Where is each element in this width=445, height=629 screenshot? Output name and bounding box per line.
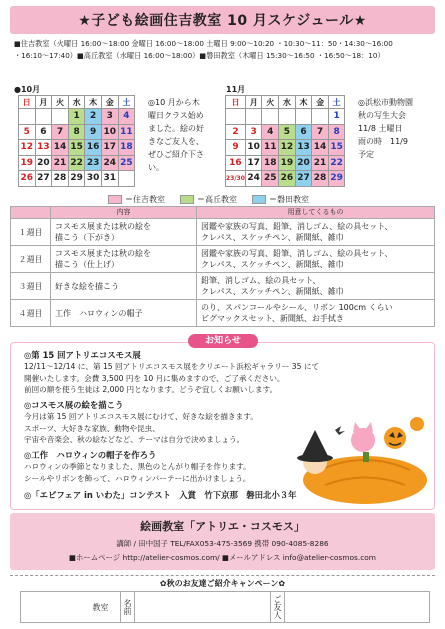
calendar-day: 3 bbox=[245, 124, 262, 140]
calendar-day: 13 bbox=[295, 140, 312, 156]
calendar-day: 10 bbox=[101, 124, 118, 140]
content-line: 描こう（仕上げ） bbox=[55, 260, 119, 269]
items-line: 鉛筆、消しゴム、絵の具セット、 bbox=[201, 276, 321, 285]
day-header: 木 bbox=[85, 96, 102, 109]
cut-line bbox=[10, 575, 435, 576]
news-title: ◎工作 ハロウィンの帽子を作ろう bbox=[24, 450, 157, 460]
table-row bbox=[11, 219, 435, 246]
legend-swatch bbox=[180, 195, 194, 204]
table-header: 内容 bbox=[51, 207, 197, 219]
calendar-day: 19 bbox=[279, 155, 296, 171]
calendar-day bbox=[312, 109, 329, 125]
week-label: ３週目 bbox=[11, 273, 51, 300]
day-header: 火 bbox=[262, 96, 279, 109]
calendar-day: 16 bbox=[226, 155, 246, 171]
items-cell bbox=[197, 246, 435, 273]
calendar-day: 21 bbox=[52, 155, 69, 171]
calendar-day: 9 bbox=[85, 124, 102, 140]
content-cell bbox=[51, 300, 197, 327]
table-row bbox=[11, 300, 435, 327]
calendar-day: 14 bbox=[52, 140, 69, 156]
note-line: ◎浜松市動物園 bbox=[358, 98, 413, 107]
legend-label: ＝高丘教室 bbox=[197, 195, 237, 204]
schedule-line-2: ・16:10～17:40）■高丘教室（水曜日 16:00～18:00）■磐田教室（木曜日 15:30～16:50 ・16:50～18：10） bbox=[14, 50, 385, 60]
calendar-day: 27 bbox=[35, 171, 52, 187]
note-line: 曜日クラス始め bbox=[148, 111, 204, 120]
calendar-day: 4 bbox=[262, 124, 279, 140]
name-label: 名前 bbox=[121, 592, 135, 622]
calendar-day: 27 bbox=[295, 171, 312, 187]
content-cell bbox=[51, 246, 197, 273]
oct-calendar-title: ●10月 bbox=[14, 85, 41, 94]
day-header: 月 bbox=[35, 96, 52, 109]
calendar-day: 20 bbox=[295, 155, 312, 171]
day-header: 土 bbox=[118, 96, 135, 109]
nov-calendar bbox=[225, 95, 345, 187]
note-line: きなご友人を、 bbox=[148, 137, 204, 146]
content-cell bbox=[51, 273, 197, 300]
calendar-day: 5 bbox=[19, 124, 36, 140]
legend-label: ＝住吉教室 bbox=[125, 195, 165, 204]
legend-swatch bbox=[252, 195, 266, 204]
note-line: い。 bbox=[148, 163, 164, 172]
calendar-day: 15 bbox=[68, 140, 85, 156]
content-line: 好きな絵を描こう bbox=[55, 281, 119, 291]
news-line: シールやリボンを飾って、ハロウィンパーテーに出かけましょう。 bbox=[24, 473, 251, 483]
content-line: コスモス展または秋の絵を bbox=[55, 222, 151, 231]
calendar-day bbox=[279, 109, 296, 125]
friend-input[interactable] bbox=[285, 592, 429, 622]
calendar-day: 23 bbox=[85, 155, 102, 171]
content-line: 工作 ハロウィンの帽子 bbox=[55, 308, 143, 318]
note-line: 雨の時 11/9 bbox=[358, 137, 408, 146]
calendar-day: 13 bbox=[35, 140, 52, 156]
day-header: 水 bbox=[68, 96, 85, 109]
week-label: ２週目 bbox=[11, 246, 51, 273]
calendar-day: 21 bbox=[312, 155, 329, 171]
calendar-day bbox=[19, 109, 36, 125]
calendar-day bbox=[245, 109, 262, 125]
news-title: ◎第 15 回アトリエコスモス展 bbox=[24, 350, 141, 360]
day-header: 金 bbox=[312, 96, 329, 109]
calendar-day: 6 bbox=[295, 124, 312, 140]
day-header: 土 bbox=[328, 96, 345, 109]
contact-box bbox=[10, 513, 435, 570]
content-cell bbox=[51, 219, 197, 246]
schedule-info bbox=[14, 38, 434, 61]
calendar-day: 17 bbox=[101, 140, 118, 156]
calendar-day: 7 bbox=[52, 124, 69, 140]
calendar-day bbox=[52, 109, 69, 125]
note-line: 11/8 土曜日 bbox=[358, 124, 403, 133]
day-header: 日 bbox=[19, 96, 36, 109]
calendar-day: 19 bbox=[19, 155, 36, 171]
calendar-day: 24 bbox=[101, 155, 118, 171]
legend-swatch bbox=[108, 195, 122, 204]
note-line: ぜひご紹介下さ bbox=[148, 150, 204, 159]
page-title: ★子ども絵画住吉教室 10 月スケジュール★ bbox=[78, 13, 367, 29]
week-label: １週目 bbox=[11, 219, 51, 246]
news-line: 今月は第 15 回アトリエコスモス展にむけて、好きな絵を描きます。 bbox=[24, 412, 258, 422]
note-line: ました。絵の好 bbox=[148, 124, 204, 133]
day-header: 月 bbox=[245, 96, 262, 109]
news-line: 12/11～12/14 に、第 15 回アトリエコスモス展をクリエート浜松ギャラリー 35 にて bbox=[24, 362, 320, 372]
witch-hat-icon bbox=[301, 430, 329, 458]
lesson-plan-table bbox=[10, 206, 435, 327]
schedule-line-1: ■住吉教室（火曜日 16:00～18:00 金曜日 16:00～18:00 土曜日 9:00～10:20 ・10:30～11：50・14:30～16:00 bbox=[14, 39, 393, 48]
calendar-day: 18 bbox=[262, 155, 279, 171]
table-row bbox=[11, 273, 435, 300]
calendar-day: 14 bbox=[312, 140, 329, 156]
calendar-day: 9 bbox=[226, 140, 246, 156]
calendar-day: 28 bbox=[52, 171, 69, 187]
calendar-day: 26 bbox=[19, 171, 36, 187]
table-header: 用意してくるもの bbox=[197, 207, 435, 219]
bat-icon bbox=[335, 426, 345, 435]
table-header bbox=[11, 207, 51, 219]
legend-label: ＝磐田教室 bbox=[269, 195, 309, 204]
friend-label: ご友人 bbox=[271, 592, 285, 622]
nov-note bbox=[358, 96, 438, 161]
news-item-contest bbox=[24, 490, 324, 501]
calendar-day bbox=[295, 109, 312, 125]
school-name: 絵画教室「アトリエ・コスモス」 bbox=[140, 520, 305, 533]
calendar-day: 28 bbox=[312, 171, 329, 187]
calendar-day: 5 bbox=[279, 124, 296, 140]
calendar-day: 8 bbox=[328, 124, 345, 140]
oct-calendar bbox=[18, 95, 135, 187]
day-header: 木 bbox=[295, 96, 312, 109]
name-input[interactable] bbox=[135, 592, 271, 622]
calendar-day: 26 bbox=[279, 171, 296, 187]
calendar-day: 22 bbox=[328, 155, 345, 171]
calendar-day bbox=[118, 171, 135, 187]
calendar-day: 1 bbox=[328, 109, 345, 125]
news-line: ハロウィンの季節となりました、黒色のとんがり帽子を作ります。 bbox=[24, 462, 251, 472]
calendar-day: 12 bbox=[19, 140, 36, 156]
title-bar bbox=[10, 6, 435, 34]
news-title: ◎コスモス展の絵を描こう bbox=[24, 400, 124, 410]
note-line: 秋の写生大会 bbox=[358, 111, 406, 120]
calendar-day: 30 bbox=[85, 171, 102, 187]
news-line: スポーツ、大好きな家族、動物や昆虫、 bbox=[24, 423, 160, 433]
oct-note bbox=[148, 96, 218, 174]
calendar-day: 11 bbox=[262, 140, 279, 156]
content-line: 描こう（下がき） bbox=[55, 233, 119, 242]
items-line: クレパス、スケッチペン、新聞紙、雑巾 bbox=[201, 233, 344, 242]
note-line: ◎10 月から木 bbox=[148, 98, 200, 107]
items-line: クレパス、スケッチペン、新聞紙、雑巾 bbox=[201, 287, 344, 296]
calendar-day: 24 bbox=[245, 171, 262, 187]
nov-calendar-title: 11月 bbox=[226, 85, 246, 94]
calendar-day: 8 bbox=[68, 124, 85, 140]
news-item-exhibition bbox=[24, 350, 354, 396]
legend-iwata bbox=[252, 194, 309, 205]
calendar-day bbox=[262, 109, 279, 125]
tiny-pumpkin-icon bbox=[410, 417, 424, 431]
items-line: 図鑑や家族の写真、鉛筆、消しゴム、絵の具セット、 bbox=[201, 249, 393, 258]
legend-sumiyoshi bbox=[108, 194, 165, 205]
contact-phone: 講師 / 田中国子 TEL/FAX053-475-3569 携帯 090-4085-8286 bbox=[116, 539, 329, 548]
items-line: のり、スパンコールやシール、リボン 100cm くらい bbox=[201, 303, 393, 312]
calendar-day: 18 bbox=[118, 140, 135, 156]
referral-form bbox=[20, 591, 430, 623]
calendar-day: 7 bbox=[312, 124, 329, 140]
calendar-day: 2 bbox=[226, 124, 246, 140]
calendar-day: 17 bbox=[245, 155, 262, 171]
note-line: 予定 bbox=[358, 150, 374, 159]
week-label: ４週目 bbox=[11, 300, 51, 327]
calendar-day: 25 bbox=[118, 155, 135, 171]
day-header: 水 bbox=[279, 96, 296, 109]
calendar-day: 29 bbox=[68, 171, 85, 187]
calendar-day bbox=[226, 109, 246, 125]
news-line: 前回の額を使う生徒は 2,000 円となります。どうぞ宜しくお願いします。 bbox=[24, 385, 278, 395]
calendar-day: 4 bbox=[118, 109, 135, 125]
items-cell bbox=[197, 219, 435, 246]
day-header: 日 bbox=[226, 96, 246, 109]
content-line: コスモス展または秋の絵を bbox=[55, 249, 151, 258]
campaign-title: ✿秋のお友達ご紹介キャンペーン✿ bbox=[159, 579, 286, 588]
calendar-day: 15 bbox=[328, 140, 345, 156]
classroom-label: 教室 bbox=[81, 592, 121, 622]
items-line: クレパス、スケッチペン、新聞紙、雑巾 bbox=[201, 260, 344, 269]
calendar-day: 16 bbox=[85, 140, 102, 156]
news-line: 開催いたします。会費 3,500 円を 10 月に集めますので、ご了承ください。 bbox=[24, 373, 285, 383]
calendar-day: 29 bbox=[328, 171, 345, 187]
items-cell bbox=[197, 273, 435, 300]
calendar-day: 3 bbox=[101, 109, 118, 125]
calendar-day: 6 bbox=[35, 124, 52, 140]
items-cell bbox=[197, 300, 435, 327]
calendar-day: 10 bbox=[245, 140, 262, 156]
items-line: ビグマックスセット、新聞紙、お手拭き bbox=[201, 314, 344, 323]
calendar-day: 12 bbox=[279, 140, 296, 156]
cat-icon bbox=[351, 428, 375, 452]
table-row bbox=[11, 246, 435, 273]
news-title: ◎「エビフェア in いわた」コンテスト 入賞 竹下京那 磐田北小３年 bbox=[24, 490, 297, 500]
calendar-day bbox=[35, 109, 52, 125]
legend-takaoka bbox=[180, 194, 237, 205]
items-line: 図鑑や家族の写真、鉛筆、消しゴム、絵の具セット、 bbox=[201, 222, 393, 231]
news-heading: お知らせ bbox=[188, 334, 258, 348]
contact-web: ■ホームページ http://atelier-cosmos.com/ ■メールアドレス info@atelier-cosmos.com bbox=[69, 553, 376, 562]
calendar-day: 1 bbox=[68, 109, 85, 125]
day-header: 金 bbox=[101, 96, 118, 109]
calendar-day: 25 bbox=[262, 171, 279, 187]
calendar-day: 31 bbox=[101, 171, 118, 187]
calendar-day: 20 bbox=[35, 155, 52, 171]
news-line: 宇宙や音楽会、秋の絵などなど、テーマは自分で決めましょう。 bbox=[24, 435, 245, 445]
halloween-pumpkin-illustration bbox=[285, 410, 430, 505]
calendar-day: 23/30 bbox=[226, 171, 246, 187]
calendar-day: 11 bbox=[118, 124, 135, 140]
day-header: 火 bbox=[52, 96, 69, 109]
calendar-day: 2 bbox=[85, 109, 102, 125]
calendar-day: 22 bbox=[68, 155, 85, 171]
